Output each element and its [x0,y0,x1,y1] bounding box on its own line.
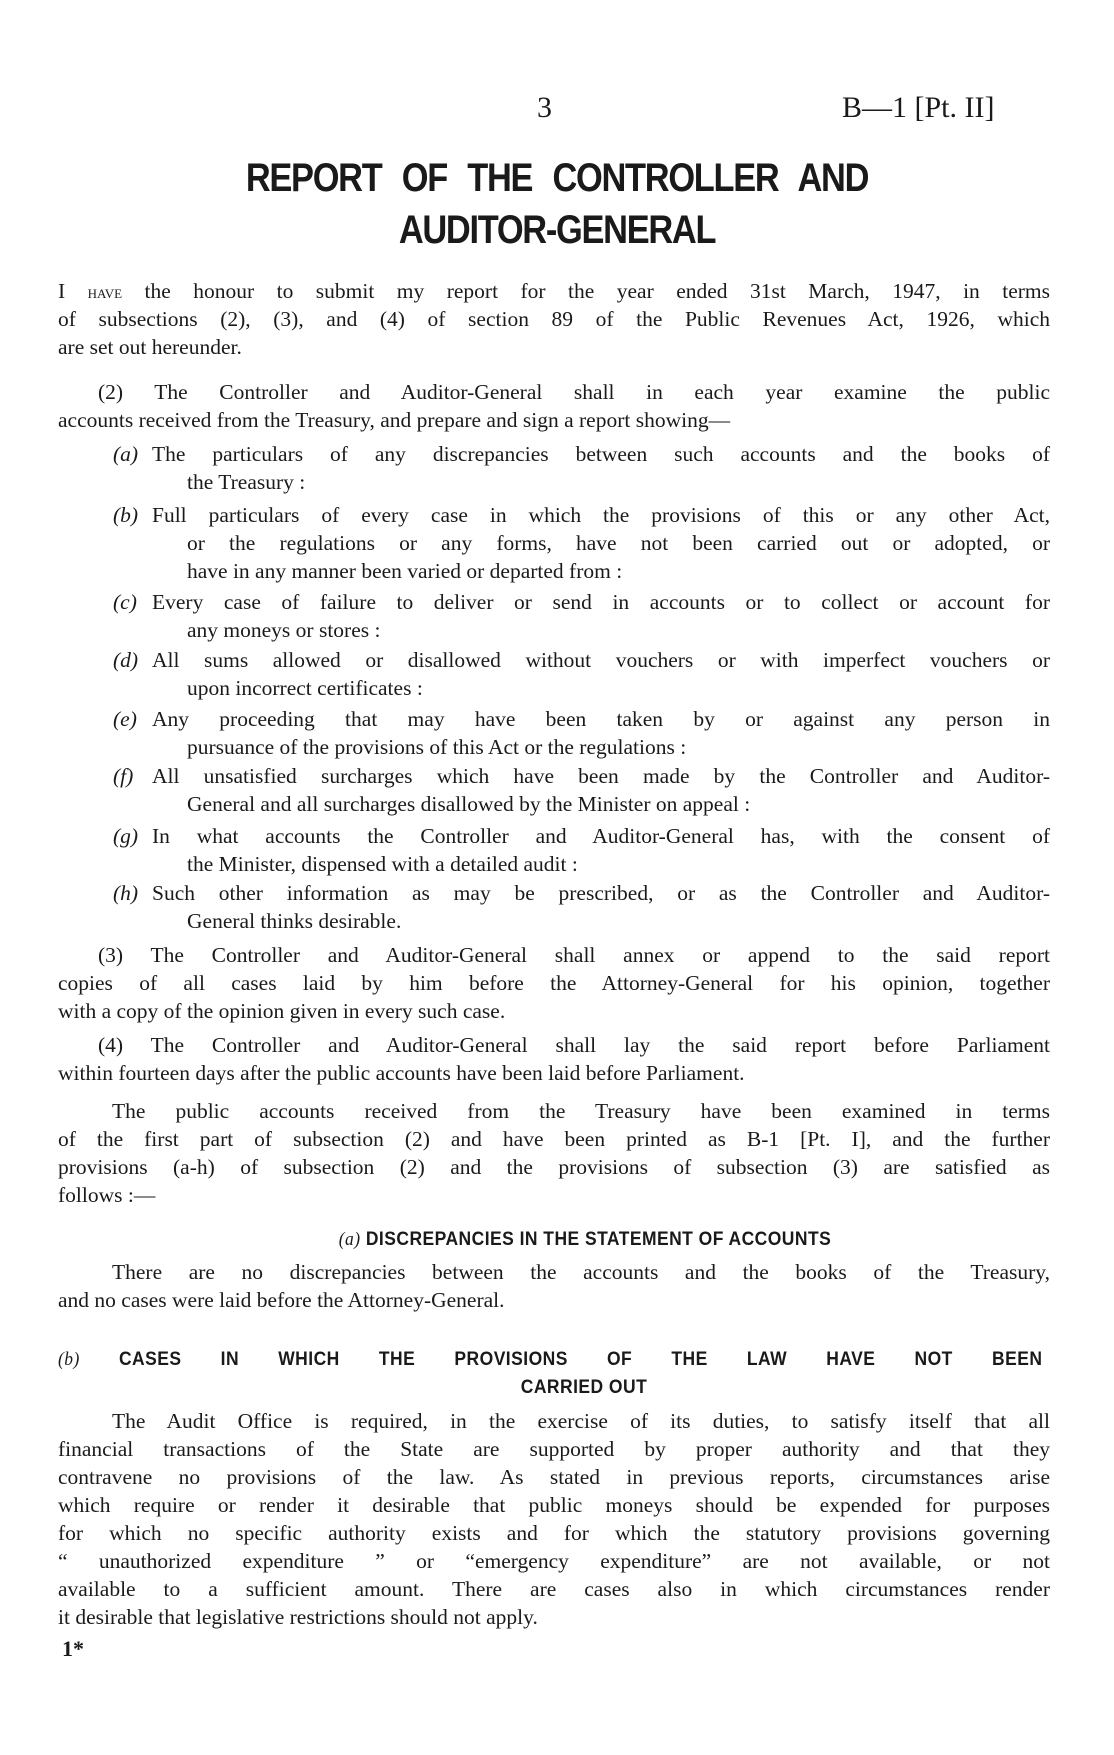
audit-office-paragraph-line: The Audit Office is required, in the exercise of its duties, to satisfy itself that all [112,1409,1050,1433]
item-label: (g) [113,824,139,848]
item-line: Every case of failure to deliver or send in accounts or to collect or account for [152,590,1050,614]
subsection-2-line: accounts received from the Treasury, and prepare and sign a report showing— [58,408,731,432]
heading-b-label: (b) [58,1349,80,1370]
accounts-paragraph-line: of the first part of subsection (2) and have been printed as B-1 [Pt. I], and the further [58,1127,1050,1151]
heading-a-text: DISCREPANCIES IN THE STATEMENT OF ACCOUNTS [365,1229,832,1250]
intro-line: of subsections (2), (3), and (4) of section 89 of the Public Revenues Act, 1926, which [58,307,1050,331]
accounts-paragraph-line: The public accounts received from the Treasury have been examined in terms [112,1099,1050,1123]
audit-office-paragraph-line: it desirable that legislative restrictions should not apply. [58,1605,538,1629]
subsection-2-line: (2) The Controller and Auditor-General shall in each year examine the public [98,380,1050,404]
discrepancies-paragraph-line: and no cases were laid before the Attorney-General. [58,1288,505,1312]
report-title-line-2: AUDITOR-GENERAL [398,208,716,252]
document-reference: B—1 [Pt. II] [842,91,995,124]
item-label: (a) [113,442,139,466]
heading-b-line-2: CARRIED OUT [520,1377,648,1398]
subsection-4-line: (4) The Controller and Auditor-General shall lay the said report before Parliament [98,1033,1050,1057]
item-line: pursuance of the provisions of this Act or the regulations : [187,735,687,759]
intro-lead: I [58,279,66,303]
item-line: The particulars of any discrepancies between such accounts and the books of [152,442,1050,466]
discrepancies-paragraph-line: There are no discrepancies between the accounts and the books of the Treasury, [112,1260,1050,1284]
item-line: Full particulars of every case in which the provisions of this or any other Act, [152,503,1050,527]
intro-smallcaps: have [87,282,123,302]
accounts-paragraph-line: follows :— [58,1183,156,1207]
item-line: the Treasury : [187,470,306,494]
item-label: (e) [113,707,137,731]
intro-line-1 [58,277,1050,305]
item-line: or the regulations or any forms, have not been carried out or adopted, or [187,531,1050,555]
intro-line: are set out hereunder. [58,335,242,359]
item-line: All sums allowed or disallowed without vouchers or with imperfect vouchers or [152,648,1050,672]
audit-office-paragraph-line: for which no specific authority exists and for which the statutory provisions governing [58,1521,1050,1545]
subsection-4-line: within fourteen days after the public accounts have been laid before Parliament. [58,1061,745,1085]
audit-office-paragraph-line: which require or render it desirable that public moneys should be expended for purposes [58,1493,1050,1517]
heading-b-line-1 [58,1346,1042,1374]
item-line: All unsatisfied surcharges which have been made by the Controller and Auditor- [152,764,1050,788]
item-line: Any proceeding that may have been taken by or against any person in [152,707,1050,731]
heading-a-label: (a) [338,1229,361,1250]
item-line: General and all surcharges disallowed by the Minister on appeal : [187,792,751,816]
item-line: General thinks desirable. [187,909,402,933]
audit-office-paragraph-line: financial transactions of the State are supported by proper authority and that they [58,1437,1050,1461]
subsection-3-line: (3) The Controller and Auditor-General shall annex or append to the said report [98,943,1050,967]
item-label: (f) [113,764,134,788]
accounts-paragraph-line: provisions (a-h) of subsection (2) and the provisions of subsection (3) are satisfied as [58,1155,1050,1179]
audit-office-paragraph-line: contravene no provisions of the law. As stated in previous reports, circumstances arise [58,1465,1050,1489]
item-line: the Minister, dispensed with a detailed audit : [187,852,578,876]
page-number: 3 [537,91,552,124]
subsection-3-line: with a copy of the opinion given in every such case. [58,999,506,1023]
item-label: (d) [113,648,139,672]
item-line: In what accounts the Controller and Auditor-General has, with the consent of [152,824,1050,848]
heading-b-text: CASES IN WHICH THE PROVISIONS OF THE LAW HAVE NOT BEEN [118,1349,1043,1370]
item-line: Such other information as may be prescribed, or as the Controller and Auditor- [152,881,1050,905]
item-line: have in any manner been varied or departed from : [187,559,623,583]
item-label: (c) [113,590,137,614]
report-title-line-1: REPORT OF THE CONTROLLER AND [245,156,869,200]
signature-mark: 1* [62,1636,84,1661]
intro-first-line: the honour to submit my report for the year ended 31st March, 1947, in terms [144,279,1051,303]
item-line: any moneys or stores : [187,618,381,642]
subsection-3-line: copies of all cases laid by him before the Attorney-General for his opinion, together [58,971,1050,995]
heading-a [185,1226,985,1254]
item-line: upon incorrect certificates : [187,676,423,700]
audit-office-paragraph-line: “ unauthorized expenditure ” or “emergency expenditure” are not available, or not [58,1549,1050,1573]
audit-office-paragraph-line: available to a sufficient amount. There are cases also in which circumstances render [58,1577,1050,1601]
item-label: (h) [113,881,139,905]
item-label: (b) [113,503,139,527]
